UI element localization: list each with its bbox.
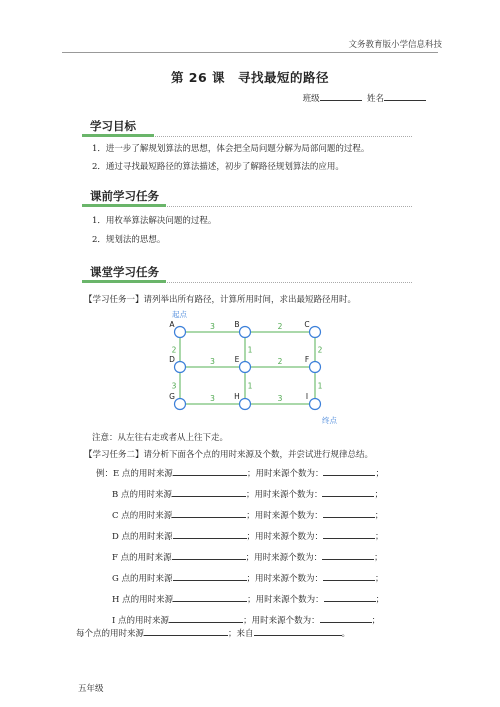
row-count: ；用时来源个数为： <box>243 616 320 626</box>
graph-node <box>240 362 251 373</box>
edge-weight: 3 <box>210 322 215 331</box>
row-point: E 点的用时来源 <box>113 469 173 479</box>
task2-text: 【学习任务二】请分析下面各个点的用时来源及个数，并尝试进行规律总结。 <box>84 450 374 460</box>
row-point: G 点的用时来源 <box>112 574 173 584</box>
row-end: ； <box>374 490 383 500</box>
row-count-blank[interactable] <box>320 613 372 623</box>
node-label: G <box>169 392 175 401</box>
node-label: C <box>304 320 310 329</box>
row-end: ； <box>374 553 383 563</box>
row-source-blank[interactable] <box>173 592 247 602</box>
row-count: ；用时来源个数为： <box>246 532 324 542</box>
row-count: ；用时来源个数为： <box>246 511 323 521</box>
row-count-blank[interactable] <box>322 550 374 560</box>
edge-weight: 3 <box>210 357 215 366</box>
analysis-row <box>112 613 380 626</box>
pre-item: 1．用枚举算法解决问题的过程。 <box>92 216 217 226</box>
row-end: ； <box>375 532 384 542</box>
edge-weight: 3 <box>277 394 283 403</box>
edge-weight: 2 <box>277 357 283 366</box>
class-blank[interactable] <box>320 91 362 101</box>
analysis-row <box>112 550 383 563</box>
name-blank[interactable] <box>384 91 426 101</box>
node-label: H <box>234 392 240 401</box>
section-title: 课前学习任务 <box>90 189 159 203</box>
edge-weight: 1 <box>247 345 253 355</box>
analysis-row <box>112 487 383 500</box>
row-count: ；用时来源个数为： <box>246 469 324 479</box>
summary-blank-2[interactable] <box>254 626 342 636</box>
graph-node <box>175 399 186 410</box>
task1-text: 【学习任务一】请列举出所有路径，计算所用时间，求出最短路径用时。 <box>84 295 357 305</box>
row-source-blank[interactable] <box>169 613 243 623</box>
row-source-blank[interactable] <box>173 529 247 539</box>
summary-b: ；来自 <box>228 629 254 639</box>
end-label: 终点 <box>322 416 337 425</box>
analysis-row <box>112 571 384 584</box>
goal-item: 1．进一步了解规划算法的思想，体会把全局问题分解为局部问题的过程。 <box>92 144 370 154</box>
row-count-blank[interactable] <box>323 529 375 539</box>
class-name-line <box>303 91 426 104</box>
row-source-blank[interactable] <box>172 508 246 518</box>
row-count-blank[interactable] <box>323 466 375 476</box>
row-end: ； <box>375 595 385 605</box>
row-point: I 点的用时来源 <box>112 616 170 626</box>
row-source-blank[interactable] <box>172 550 246 560</box>
node-label: D <box>169 355 175 364</box>
row-end: ； <box>374 511 384 521</box>
row-count-blank[interactable] <box>324 592 376 602</box>
edge-weight: 1 <box>247 381 253 391</box>
start-label: 起点 <box>172 310 187 319</box>
summary-line <box>76 626 350 639</box>
edge-weight: 2 <box>317 345 323 355</box>
note-text: 注意：从左往右走或者从上往下走。 <box>92 433 229 443</box>
node-label: B <box>234 320 240 329</box>
page-title: 第 26 课 寻找最短的路径 <box>170 70 330 85</box>
analysis-row <box>112 529 384 542</box>
node-label: E <box>234 355 240 364</box>
graph-node <box>175 327 186 338</box>
edge-weight: 3 <box>171 381 177 391</box>
edge-weight: 2 <box>171 345 177 355</box>
graph-nodes <box>175 327 321 410</box>
name-label: 姓名 <box>366 94 384 104</box>
header-publisher: 文务教育版小学信息科技 <box>348 40 442 50</box>
summary-blank-1[interactable] <box>144 626 228 636</box>
row-count: ；用时来源个数为： <box>246 574 324 584</box>
row-point: H 点的用时来源 <box>112 595 174 605</box>
edge-weight: 2 <box>277 322 283 331</box>
row-source-blank[interactable] <box>172 487 246 497</box>
row-count: ；用时来源个数为： <box>247 595 324 605</box>
graph-node <box>310 327 321 338</box>
node-label: A <box>169 320 175 329</box>
row-source-blank[interactable] <box>173 466 247 476</box>
row-point: D 点的用时来源 <box>112 532 173 542</box>
row-count-blank[interactable] <box>322 487 374 497</box>
analysis-row <box>112 508 383 521</box>
graph-node <box>240 399 251 410</box>
row-point: B 点的用时来源 <box>112 490 172 500</box>
edge-weight: 3 <box>210 394 215 403</box>
goal-item: 2．通过寻找最短路径的算法描述，初步了解路径规划算法的应用。 <box>92 162 344 172</box>
analysis-row <box>96 466 384 479</box>
section-title: 课堂学习任务 <box>90 265 159 279</box>
section-title: 学习目标 <box>90 119 136 133</box>
class-label: 班级 <box>302 94 320 104</box>
section-bar <box>82 134 154 137</box>
row-end: ； <box>375 469 384 479</box>
footer-grade: 五年级 <box>78 684 104 694</box>
summary-c: 。 <box>341 629 351 639</box>
pre-item: 2．规划法的思想。 <box>92 235 166 245</box>
graph-node <box>310 362 321 373</box>
section-bar <box>82 280 166 283</box>
row-count-blank[interactable] <box>323 571 375 581</box>
node-label: I <box>305 392 309 401</box>
row-point: F 点的用时来源 <box>112 553 172 563</box>
path-graph <box>160 305 350 427</box>
graph-node <box>240 327 251 338</box>
node-label: F <box>304 355 310 364</box>
row-end: ； <box>375 574 384 584</box>
edge-weight: 1 <box>317 381 323 391</box>
row-count: ；用时来源个数为： <box>245 553 323 563</box>
section-bar <box>82 204 166 207</box>
row-count: ；用时来源个数为： <box>245 490 323 500</box>
graph-node <box>310 399 321 410</box>
header-divider <box>62 52 438 53</box>
row-end: ； <box>371 616 381 626</box>
row-source-blank[interactable] <box>173 571 247 581</box>
graph-node <box>175 362 186 373</box>
example-prefix: 例： <box>96 469 114 479</box>
analysis-row <box>112 592 384 605</box>
summary-a: 每个点的用时来源 <box>76 629 145 639</box>
row-count-blank[interactable] <box>323 508 375 518</box>
row-point: C 点的用时来源 <box>112 511 173 521</box>
